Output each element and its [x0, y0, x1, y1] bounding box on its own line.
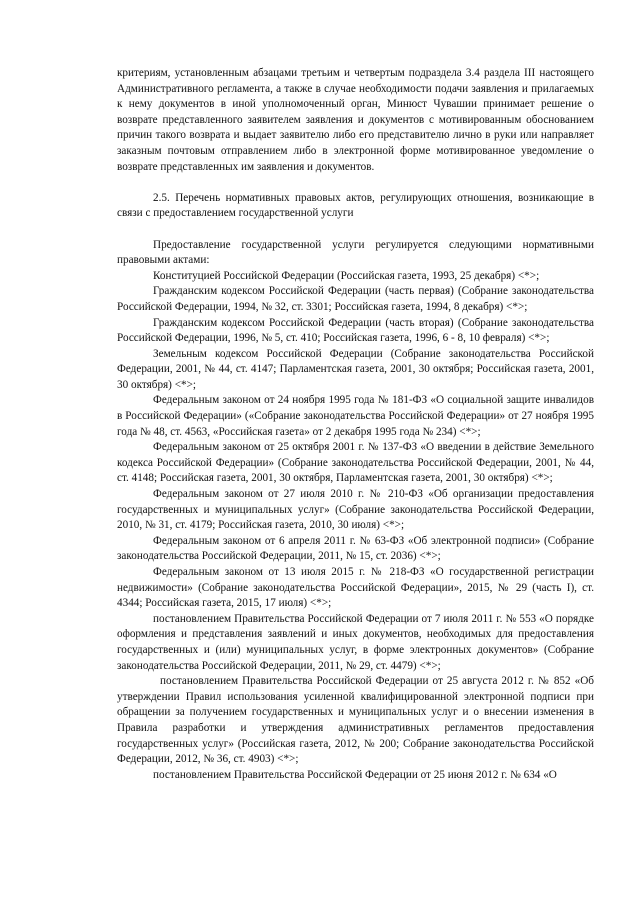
- list-item-act: Федеральным законом от 24 ноября 1995 года № 181-ФЗ «О социальной защите инвалидов в Российской Федерации» («Собрание законодательства Российской Федерации» от 27 ноября 1995 года № 48, ст. 4563, «Российская газета» от 2 декабря 1995 года № 234) <*>;: [117, 394, 594, 438]
- list-item-act: постановлением Правительства Российской Федерации от 25 августа 2012 г. № 852 «Об утверждении Правил использования усиленной квалифицированной электронной подписи при обращении за получением государственных и муниципальных услуг и о внесении изменения в Правила разработки и утверждения административных регламентов предоставления государственных услуг» (Российская газета, 2012, № 200; Собрание законодательства Российской Федерации, 2012, № 36, ст. 4903) <*>;: [117, 675, 594, 766]
- section-heading-2-5: 2.5. Перечень нормативных правовых актов, регулирующих отношения, возникающие в связи с предоставлением государственной услуги: [117, 191, 594, 220]
- list-item-act: Федеральным законом от 13 июля 2015 г. № 218-ФЗ «О государственной регистрации недвижимости» (Собрание законодательства Российской Федерации», 2015, № 29 (часть I), ст. 4344; Российская газета, 2015, 17 июля) <*>;: [117, 566, 594, 610]
- paragraph-return-conditions: критериям, установленным абзацами третьим и четвертым подраздела 3.4 раздела III настоящего Административного регламента, а также в случае необходимости подачи заявления и прилагаемых к нему документов в иной уполномоченный орган, Минюст Чувашии принимает решение о возврате представленного заявителем заявления и документов с мотивированным обоснованием причин такого возврата и выдает заявителю либо его представителю лично в руки или направляет заказным почтовым отправлением либо в электронной форме мотивированное уведомление о возврате представленных им заявления и документов.: [117, 67, 594, 173]
- list-item-act: Конституцией Российской Федерации (Российская газета, 1993, 25 декабря) <*>;: [153, 269, 540, 282]
- list-item-act: Федеральным законом от 6 апреля 2011 г. № 63-ФЗ «Об электронной подписи» (Собрание законодательства Российской Федерации, 2011, № 15, ст. 2036) <*>;: [117, 534, 594, 563]
- paragraph-intro: Предоставление государственной услуги регулируется следующими нормативными правовыми актами:: [117, 238, 594, 267]
- list-item-act: Земельным кодексом Российской Федерации (Собрание законодательства Российской Федерации, 2001, № 44, ст. 4147; Парламентская газета, 2001, 30 октября; Российская газета, 2001, 30 октября) <*>;: [117, 347, 594, 391]
- list-item-act: Федеральным законом от 27 июля 2010 г. № 210-ФЗ «Об организации предоставления государственных и муниципальных услуг» (Собрание законодательства Российской Федерации, 2010, № 31, ст. 4179; Российская газета, 2010, 30 июля) <*>;: [117, 488, 594, 532]
- list-item-act: постановлением Правительства Российской Федерации от 7 июля 2011 г. № 553 «О порядке оформления и представления заявлений и иных документов, необходимых для предоставления государственных и (или) муниципальных услуг, в форме электронных документов» (Собрание законодательства Российской Федерации, 2011, № 29, ст. 4479) <*>;: [117, 612, 594, 672]
- list-item-act: Гражданским кодексом Российской Федерации (часть первая) (Собрание законодательства Российской Федерации, 1994, № 32, ст. 3301; Российская газета, 1994, 8 декабря) <*>;: [117, 285, 594, 313]
- list-item-act: Гражданским кодексом Российской Федерации (часть вторая) (Собрание законодательства Российской Федерации, 1996, № 5, ст. 410; Российская газета, 1996, 6 - 8, 10 февраля) <*>;: [117, 316, 594, 345]
- spacer: [117, 222, 594, 238]
- spacer: [117, 175, 594, 191]
- list-item-act: постановлением Правительства Российской Федерации от 25 июня 2012 г. № 634 «О: [153, 768, 557, 781]
- list-item-act: Федеральным законом от 25 октября 2001 г. № 137-ФЗ «О введении в действие Земельного кодекса Российской Федерации» (Собрание законодательства Российской Федерации, 2001, № 44, ст. 4148; Российская газета, 2001, 30 октября, Парламентская газета, 2001, 30 октября) <*>;: [117, 441, 594, 485]
